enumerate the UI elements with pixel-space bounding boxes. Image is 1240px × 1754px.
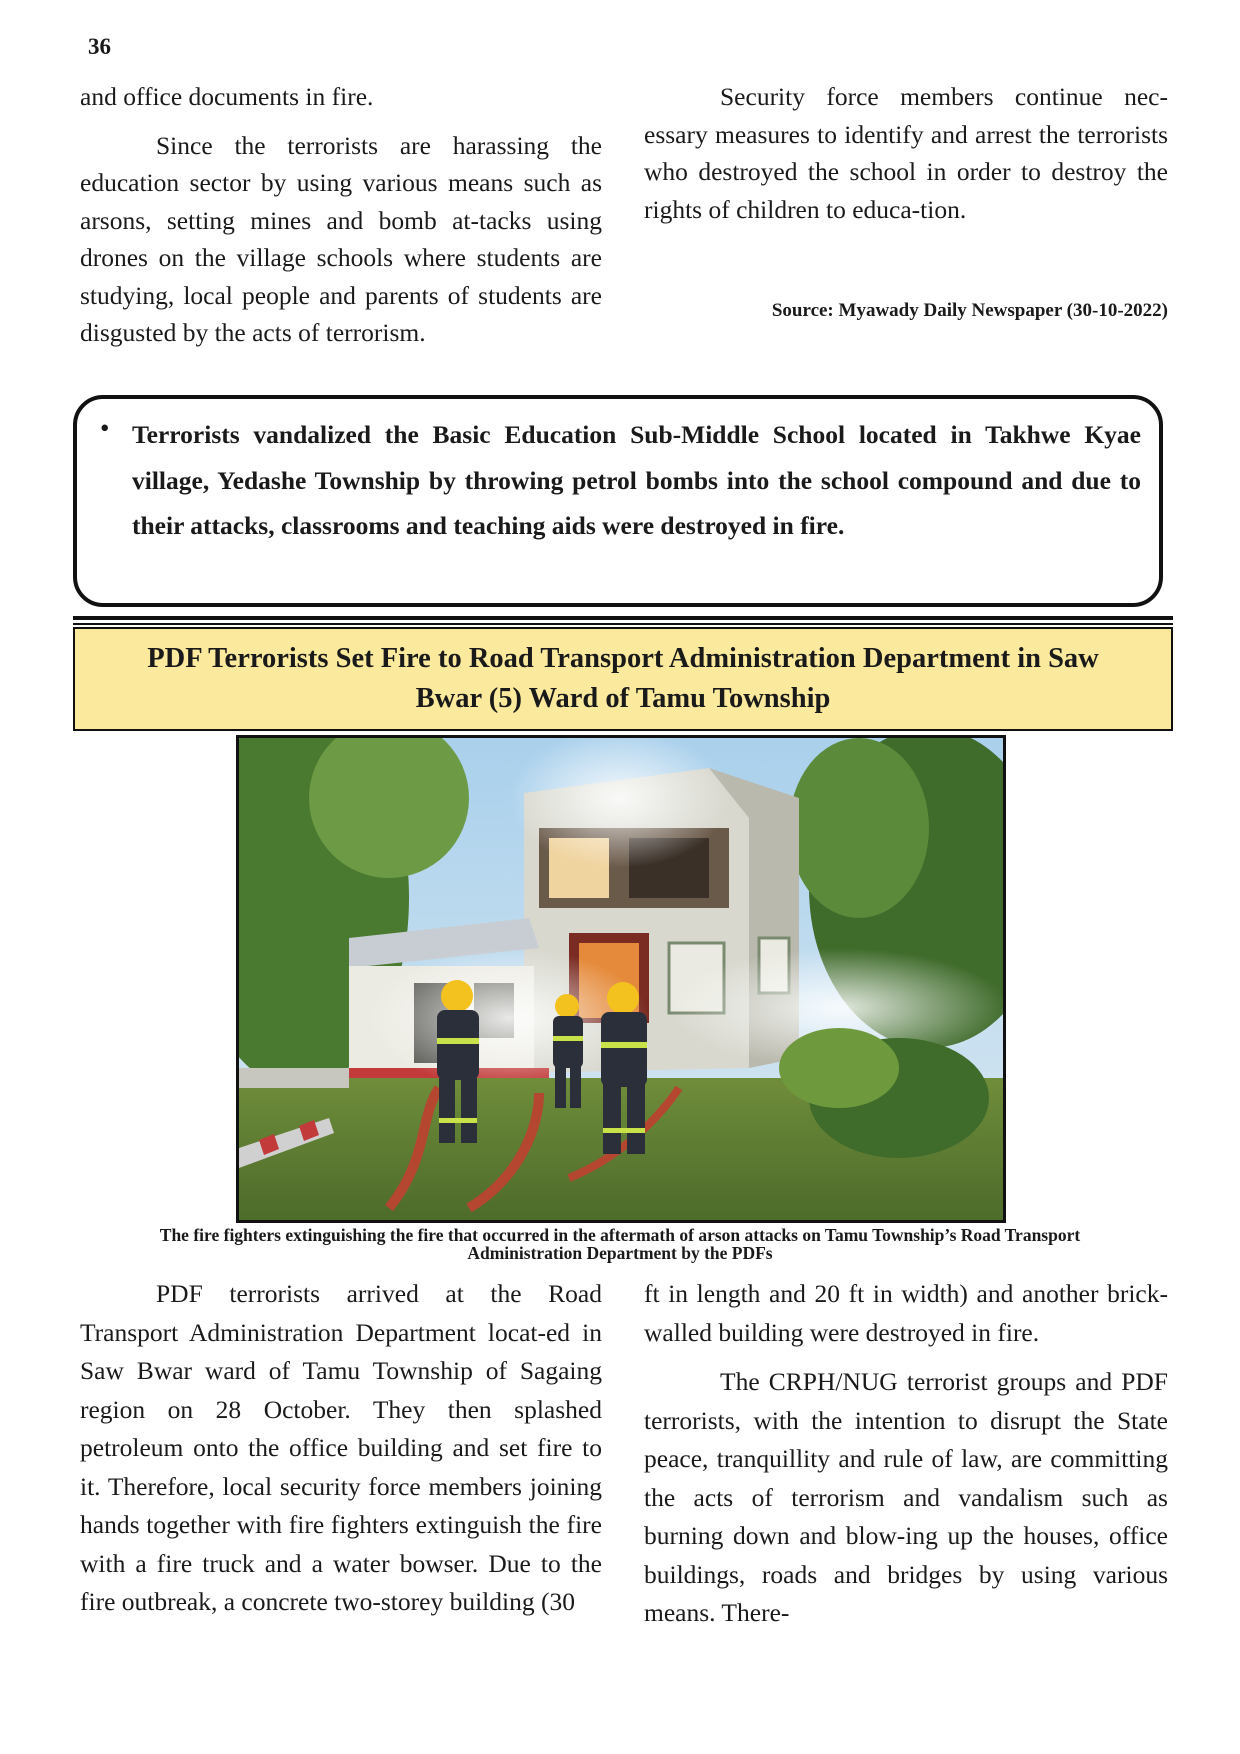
top-right-column	[644, 78, 1168, 228]
callout-box	[73, 395, 1163, 607]
double-rule-thick	[73, 616, 1173, 620]
bottom-right-column	[644, 1275, 1168, 1633]
top-left-column	[80, 78, 602, 352]
source-citation: Source: Myawady Daily Newspaper (30-10-2022)	[771, 300, 1168, 321]
bottom-left-paragraph-1: PDF terrorists arrived at the Road Transport Administration Department locat-ed in Saw Bwar ward of Tamu Township of Sagaing region on 28 October. They then splashed petroleum onto the office building and set fire to it. Therefore, local security force members joining hands together with fire fighters extinguish the fire with a fire truck and a water bowser. Due to the fire outbreak, a concrete two-storey building (30	[80, 1279, 602, 1616]
top-left-paragraph-1: and office documents in fire.	[80, 82, 374, 111]
photo-caption: The fire fighters extinguishing the fire that occurred in the aftermath of arson attacks on Tamu Township’s Road Transport Administration Department by the PDFs	[159, 1225, 1081, 1263]
bottom-right-paragraph-2: The CRPH/NUG terrorist groups and PDF terrorists, with the intention to disrupt the State peace, tranquillity and rule of law, are committing the acts of terrorism and vandalism such as burning down and blow-ing up the houses, office buildings, roads and bridges by using various means. There-	[644, 1367, 1168, 1627]
article-headline	[73, 627, 1173, 731]
top-left-paragraph-2: Since the terrorists are harassing the education sector by using various means such as arsons, setting mines and bomb at-tacks using drones on the village schools where students are studying, local people and parents of students are disgusted by the acts of terrorism.	[80, 130, 602, 347]
double-rule-thin	[73, 623, 1173, 625]
article-headline-text: PDF Terrorists Set Fire to Road Transport Administration Department in Saw Bwar (5) Ward of Tamu Township	[147, 643, 1099, 714]
bottom-right-paragraph-1: ft in length and 20 ft in width) and another brick-walled building were destroyed in fire.	[644, 1279, 1168, 1347]
page-number: 36	[88, 34, 111, 59]
bullet-icon: •	[100, 413, 110, 443]
top-right-paragraph-1: Security force members continue nec-essary measures to identify and arrest the terrorists who destroyed the school in order to destroy the rights of children to educa-tion.	[644, 82, 1168, 224]
news-photo	[236, 735, 1006, 1223]
callout-text: Terrorists vandalized the Basic Education Sub-Middle School located in Takhwe Kyae village, Yedashe Township by throwing petrol bombs into the school compound and due to their attacks, classrooms and teaching aids were destroyed in fire.	[132, 420, 1141, 540]
bottom-left-column	[80, 1275, 602, 1622]
